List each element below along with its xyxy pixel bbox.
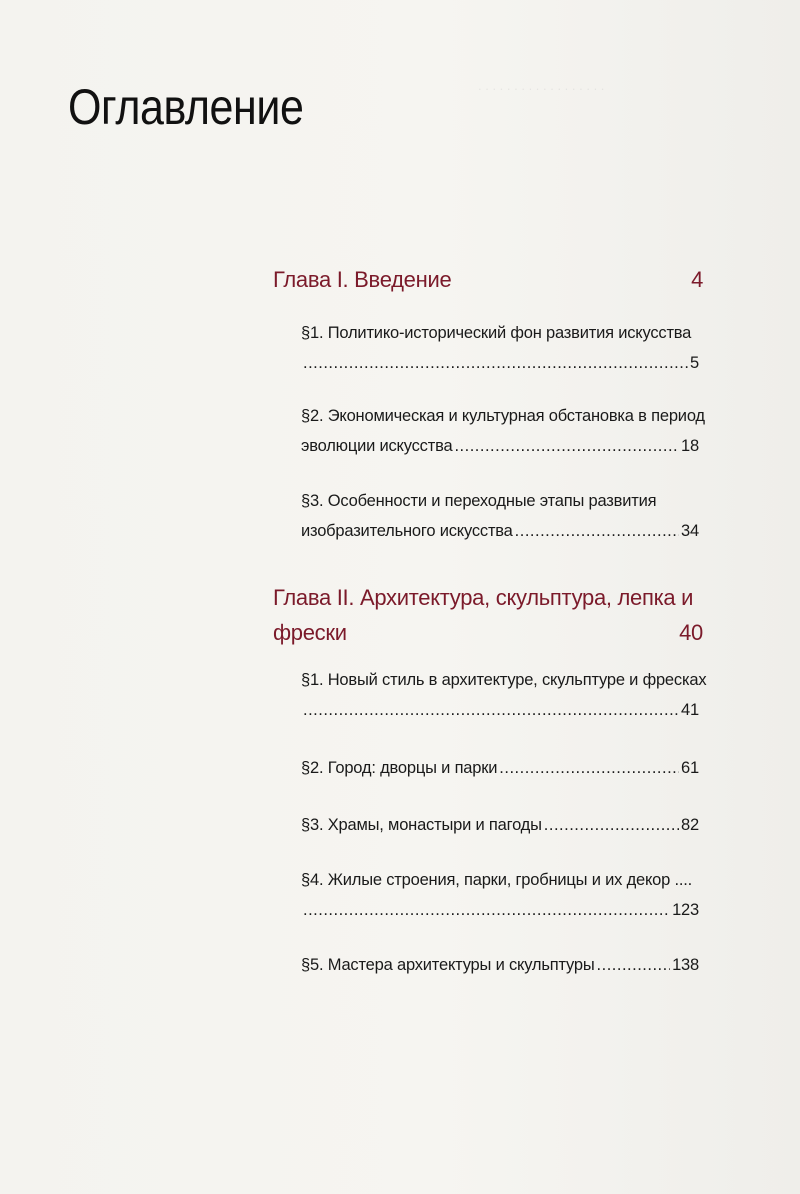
section-page-number: 138 — [672, 956, 699, 974]
dot-leader — [303, 895, 670, 925]
section-page-number: 61 — [681, 759, 699, 777]
section-page-number: 18 — [681, 437, 699, 455]
section-leader-line — [301, 810, 699, 840]
section-tail: §5. Мастера архитектуры и скульптуры — [301, 956, 595, 974]
section-title-line — [301, 401, 705, 431]
section-leader-line — [301, 695, 699, 725]
section-leader-line — [301, 895, 699, 925]
bleed-through-text: . . . . . . . . . . . . . . . . . . — [478, 78, 605, 93]
dot-leader — [303, 695, 679, 725]
section-tail: эволюции искусства — [301, 437, 453, 455]
section-page-number: 5 — [690, 354, 699, 372]
section-title-line — [301, 486, 699, 516]
section-title-line — [301, 665, 707, 695]
dot-leader — [303, 348, 688, 378]
page-title: Оглавление — [68, 79, 304, 135]
dot-leader — [597, 950, 671, 980]
section-leader-line — [301, 753, 699, 783]
section-tail: §3. Храмы, монастыри и пагоды — [301, 816, 542, 834]
chapter-page-number: 40 — [679, 620, 703, 645]
section-title: §3. Особенности и переходные этапы развития — [301, 492, 657, 510]
chapter-title-line: Глава II. Архитектура, скульптура, лепка и — [273, 585, 694, 610]
chapter-2-heading[interactable] — [273, 580, 703, 650]
chapter-2-section-1[interactable] — [301, 665, 707, 725]
dot-leader — [544, 810, 679, 840]
section-leader-line — [301, 950, 699, 980]
section-title: §1. Новый стиль в архитектуре, скульптуре и фресках — [301, 671, 707, 689]
chapter-1-heading[interactable] — [273, 262, 703, 297]
section-title: §1. Политико-исторический фон развития искусства — [301, 324, 692, 342]
section-leader-line — [301, 431, 699, 461]
chapter-title-line: фрески — [273, 620, 347, 645]
section-page-number: 123 — [672, 901, 699, 919]
chapter-1-section-1[interactable] — [301, 318, 699, 378]
section-page-number: 41 — [681, 701, 699, 719]
chapter-2-section-4[interactable] — [301, 865, 699, 925]
dot-leader — [454, 431, 679, 461]
section-leader-line — [301, 348, 699, 378]
section-tail: изобразительного искусства — [301, 522, 513, 540]
section-title: §2. Экономическая и культурная обстановка в период — [301, 407, 705, 425]
chapter-2-section-3[interactable] — [301, 810, 699, 840]
chapter-title-line: Глава I. Введение — [273, 267, 452, 292]
section-page-number: 82 — [681, 816, 699, 834]
dot-leader — [499, 753, 679, 783]
section-leader-line — [301, 516, 699, 546]
chapter-1-section-3[interactable] — [301, 486, 699, 546]
section-title-line — [301, 318, 699, 348]
chapter-1-section-2[interactable] — [301, 401, 705, 461]
section-page-number: 34 — [681, 522, 699, 540]
chapter-2-section-5[interactable] — [301, 950, 699, 980]
chapter-2-section-2[interactable] — [301, 753, 699, 783]
section-title: §4. Жилые строения, парки, гробницы и их декор .... — [301, 871, 693, 889]
section-tail: §2. Город: дворцы и парки — [301, 759, 498, 777]
dot-leader — [515, 516, 679, 546]
chapter-page-number: 4 — [691, 267, 703, 292]
section-title-line — [301, 865, 699, 895]
